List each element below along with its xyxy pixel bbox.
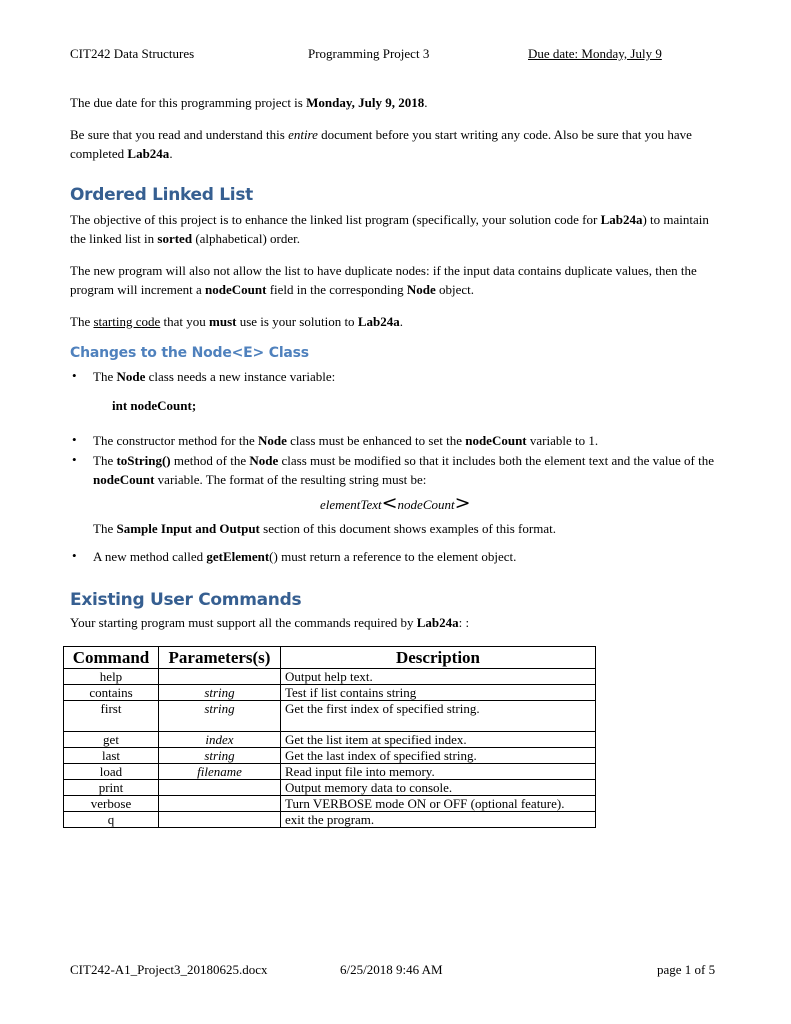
existing-text-a: Your starting program must support all the commands required by [70,615,417,630]
duplicates-text-e: object. [435,282,475,297]
due-suffix: . [424,95,428,110]
due-date-paragraph [70,93,720,112]
objective-text-c: ) to maintain the linked list in [70,212,709,246]
read-end: . [169,146,173,161]
command-cell: verbose [64,796,159,812]
b3-bold-nodecount: nodeCount [93,472,155,487]
starting-text-e: . [399,314,403,329]
due-date-bold: Monday, July 9, 2018 [306,95,425,110]
bullet-4: • [72,548,77,563]
table-row [64,685,596,701]
b3-bold-node: Node [249,453,279,468]
command-cell: contains [64,685,159,701]
starting-text-c: use is your solution to [236,314,358,329]
command-cell: q [64,812,159,828]
footer-page-number: page 1 of 5 [657,962,716,977]
objective-bold-lab: Lab24a [600,212,643,227]
starting-code-underlined: starting code [93,314,161,329]
parameter-cell: string [159,701,281,732]
table-row [64,748,596,764]
constructor-item [93,431,718,450]
b1-bold-node: Node [116,369,146,384]
table-row [64,796,596,812]
header-due-date: Due date: Monday, July 9 [528,46,662,61]
table-row [64,812,596,828]
footer-filename: CIT242-A1_Project3_20180625.docx [70,962,268,977]
b3-text-g: variable. The format of the resulting string must be: [154,472,427,487]
table-row [64,780,596,796]
get-element-item [93,547,718,566]
b4-bold-getelement: getElement [206,549,270,564]
column-header-parameters: Parameters(s) [159,647,281,669]
b2-text-a: The constructor method for the [93,433,258,448]
objective-text-e: (alphabetical) order. [192,231,300,246]
bullet-1: • [72,368,77,383]
description-cell: Get the first index of specified string. [281,701,596,732]
table-header-row [64,647,596,669]
node-instance-variable-item [93,367,718,386]
read-text-b: document before you start writing any code. Also be sure that you have completed [70,127,692,161]
description-cell: Get the list item at specified index. [281,732,596,748]
format-less-than: < [381,492,398,514]
duplicates-text-a: The new program will also not allow the list to have duplicate nodes: if the input data contains duplicate values, then the program will increment a [70,263,697,297]
description-cell: Turn VERBOSE mode ON or OFF (optional feature). [281,796,596,812]
due-prefix: The due date for this programming project is [70,95,307,110]
objective-text-a: The objective of this project is to enhance the linked list program (specifically, your solution code for [70,212,601,227]
objective-paragraph [70,210,720,248]
description-cell: Output memory data to console. [281,780,596,796]
b4-text-c: () must return a reference to the element object. [269,549,517,564]
sample-text-c: section of this document shows examples of this format. [259,521,556,536]
starting-code-paragraph [70,312,720,331]
parameter-cell [159,780,281,796]
existing-bold-lab: Lab24a [416,615,459,630]
b3-text-a: The [93,453,117,468]
description-cell: Output help text. [281,669,596,685]
format-greater-than: > [454,492,471,514]
command-cell: load [64,764,159,780]
table-row [64,669,596,685]
parameter-cell: string [159,748,281,764]
footer-date: 6/25/2018 9:46 AM [340,962,443,977]
parameter-cell [159,796,281,812]
b2-text-c: class must be enhanced to set the [286,433,466,448]
column-header-command: Command [64,647,159,669]
node-changes-heading: Changes to the Node<E> Class [70,345,309,361]
starting-text-b: that you [160,314,210,329]
existing-commands-paragraph [70,613,720,632]
parameter-cell: filename [159,764,281,780]
column-header-description: Description [281,647,596,669]
command-cell: last [64,748,159,764]
header-course: CIT242 Data Structures [70,46,195,61]
header-project: Programming Project 3 [308,46,430,61]
parameter-cell [159,669,281,685]
ordered-linked-list-heading: Ordered Linked List [70,185,253,205]
b2-text-e: variable to 1. [526,433,599,448]
b3-text-c: method of the [170,453,250,468]
read-bold: Lab24a [127,146,170,161]
existing-commands-heading: Existing User Commands [70,590,302,610]
read-italic: entire [288,127,318,142]
command-cell: first [64,701,159,732]
sample-format-note [93,519,718,538]
bullet-3: • [72,452,77,467]
table-row [64,701,596,732]
bullet-2: • [72,432,77,447]
starting-bold-must: must [209,314,237,329]
starting-text-a: The [70,314,94,329]
b2-bold-node: Node [257,433,287,448]
parameter-cell [159,812,281,828]
read-text-a: Be sure that you read and understand this [70,127,289,142]
command-cell: help [64,669,159,685]
command-cell: get [64,732,159,748]
b4-text-a: A new method called [93,549,207,564]
duplicates-text-c: field in the corresponding [266,282,407,297]
format-node-count: nodeCount [397,497,455,512]
duplicates-bold-node: Node [406,282,436,297]
b3-bold-tostring: toString() [116,453,171,468]
commands-table [63,646,596,828]
b1-text-c: class needs a new instance variable: [145,369,336,384]
duplicates-bold-nodecount: nodeCount [205,282,267,297]
read-instructions-paragraph [70,125,720,163]
b1-text-a: The [93,369,117,384]
format-element-text: elementText [320,497,382,512]
table-row [64,764,596,780]
duplicates-paragraph [70,261,720,299]
sample-bold: Sample Input and Output [116,521,260,536]
command-cell: print [64,780,159,796]
parameter-cell: index [159,732,281,748]
sample-text-a: The [93,521,117,536]
description-cell: Test if list contains string [281,685,596,701]
tostring-item [93,451,718,489]
existing-text-c: : : [458,615,470,630]
tostring-format [320,492,471,514]
objective-bold-sorted: sorted [157,231,193,246]
description-cell: Read input file into memory. [281,764,596,780]
b2-bold-nodecount: nodeCount [465,433,527,448]
node-count-declaration: int nodeCount; [112,398,197,413]
description-cell: Get the last index of specified string. [281,748,596,764]
table-row [64,732,596,748]
parameter-cell: string [159,685,281,701]
starting-bold-lab: Lab24a [357,314,400,329]
b3-text-e: class must be modified so that it includes both the element text and the value of the [278,453,715,468]
description-cell: exit the program. [281,812,596,828]
